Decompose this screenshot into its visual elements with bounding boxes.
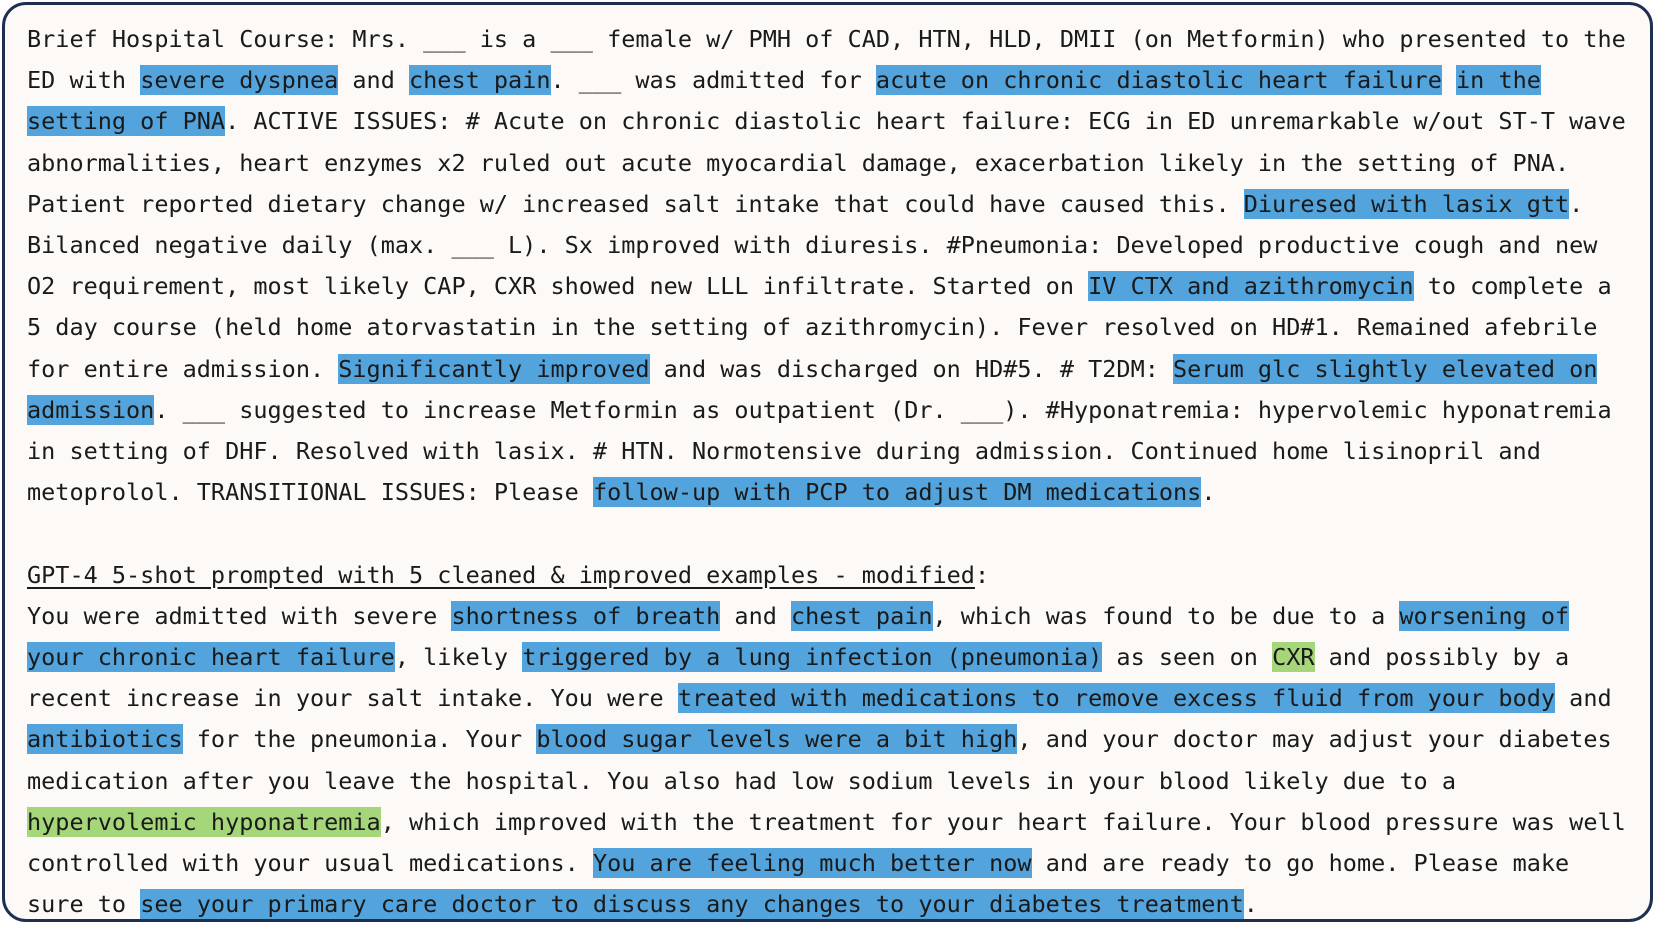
- blue-highlight: acute on chronic diastolic heart failure: [875, 66, 1442, 95]
- generated-summary: [27, 596, 1638, 922]
- text-segment: , likely: [394, 643, 523, 672]
- blue-highlight: Diuresed with lasix gtt: [1243, 189, 1570, 218]
- text-segment: for the pneumonia. Your: [182, 725, 537, 754]
- text-segment: . ___ was admitted for: [550, 66, 876, 95]
- text-segment: and: [720, 601, 792, 630]
- text-segment: . ___ suggested to increase Metformin as outpatient (Dr. ___). #Hyponatremia: hypervolemic hyponatremia in setting of DHF. Resolved with lasix. # HTN. Normotensive during admission. Continued home lisinopril and metoprolol. TRANSITIONAL ISSUES: Please: [27, 395, 1612, 507]
- text-segment: , which was found to be due to a: [932, 601, 1400, 630]
- blue-highlight: chest pain: [409, 66, 551, 95]
- text-segment: . Bilanced negative daily (max. ___ L). Sx improved with diuresis. #Pneumonia: Developed productive cough and new O2 requirement, most likely CAP, CXR showed new LLL infiltrate. Started on: [27, 189, 1598, 301]
- blue-highlight: antibiotics: [27, 725, 183, 754]
- blue-highlight: treated with medications to remove excess fluid from your body: [677, 684, 1556, 713]
- blue-highlight: in the setting of PNA: [27, 66, 1541, 136]
- text-segment: [1442, 66, 1456, 94]
- blue-highlight: Serum glc slightly elevated on admission: [27, 354, 1598, 424]
- text-segment: , and your doctor may adjust your diabetes medication after you leave the hospital. You also had low sodium levels in your blood likely due to a: [27, 725, 1612, 795]
- original-hospital-course: [27, 19, 1638, 513]
- text-segment: , which improved with the treatment for your heart failure. Your blood pressure was well controlled with your usual medications.: [27, 807, 1626, 878]
- blue-highlight: severe dyspnea: [140, 66, 339, 95]
- text-segment: and are ready to go home. Please make sure to: [27, 849, 1570, 919]
- blue-highlight: follow-up with PCP to adjust DM medications: [592, 478, 1202, 507]
- paragraph-gap: [27, 513, 1638, 554]
- generated-heading: GPT-4 5-shot prompted with 5 cleaned & improved examples - modified: [27, 560, 975, 589]
- green-highlight: hypervolemic hyponatremia: [27, 807, 381, 836]
- blue-highlight: triggered by a lung infection (pneumonia): [522, 643, 1103, 672]
- text-segment: as seen on: [1102, 643, 1273, 672]
- text-segment: . ACTIVE ISSUES: # Acute on chronic diastolic heart failure: ECG in ED unremarkable w/out ST-T wave abnormalities, heart enzymes x2 ruled out acute myocardial damage, exacerbation likely in the setting of PNA. Patient reported dietary change w/ increased salt intake that could have caused this.: [27, 107, 1626, 218]
- document-frame: [2, 2, 1653, 922]
- blue-highlight: worsening of your chronic heart failure: [27, 601, 1570, 672]
- document-body: [27, 19, 1638, 922]
- generated-heading-line: [27, 555, 1638, 596]
- blue-highlight: see your primary care doctor to discuss any changes to your diabetes treatment: [140, 890, 1244, 919]
- text-segment: Brief Hospital Course: Mrs. ___ is a ___ female w/ PMH of CAD, HTN, HLD, DMII (on Metformin) who presented to the ED with: [27, 25, 1626, 95]
- green-highlight: CXR: [1272, 643, 1315, 672]
- text-segment: You were admitted with severe: [27, 601, 452, 630]
- text-segment: and possibly by a recent increase in your salt intake. You were: [27, 643, 1570, 713]
- blue-highlight: blood sugar levels were a bit high: [536, 725, 1018, 754]
- blue-highlight: shortness of breath: [451, 601, 721, 630]
- text-segment: and: [338, 66, 410, 95]
- blue-highlight: IV CTX and azithromycin: [1088, 272, 1414, 301]
- blue-highlight: You are feeling much better now: [592, 849, 1032, 878]
- text-segment: to complete a 5 day course (held home atorvastatin in the setting of azithromycin). Fever resolved on HD#1. Remained afebrile for entire admission.: [27, 272, 1612, 383]
- blue-highlight: Significantly improved: [338, 354, 650, 383]
- generated-heading-suffix: :: [974, 560, 990, 589]
- blue-highlight: chest pain: [791, 601, 933, 630]
- text-segment: .: [1201, 478, 1216, 507]
- text-segment: .: [1243, 890, 1258, 919]
- text-segment: and was discharged on HD#5. # T2DM:: [649, 354, 1174, 383]
- text-segment: and: [1555, 684, 1612, 713]
